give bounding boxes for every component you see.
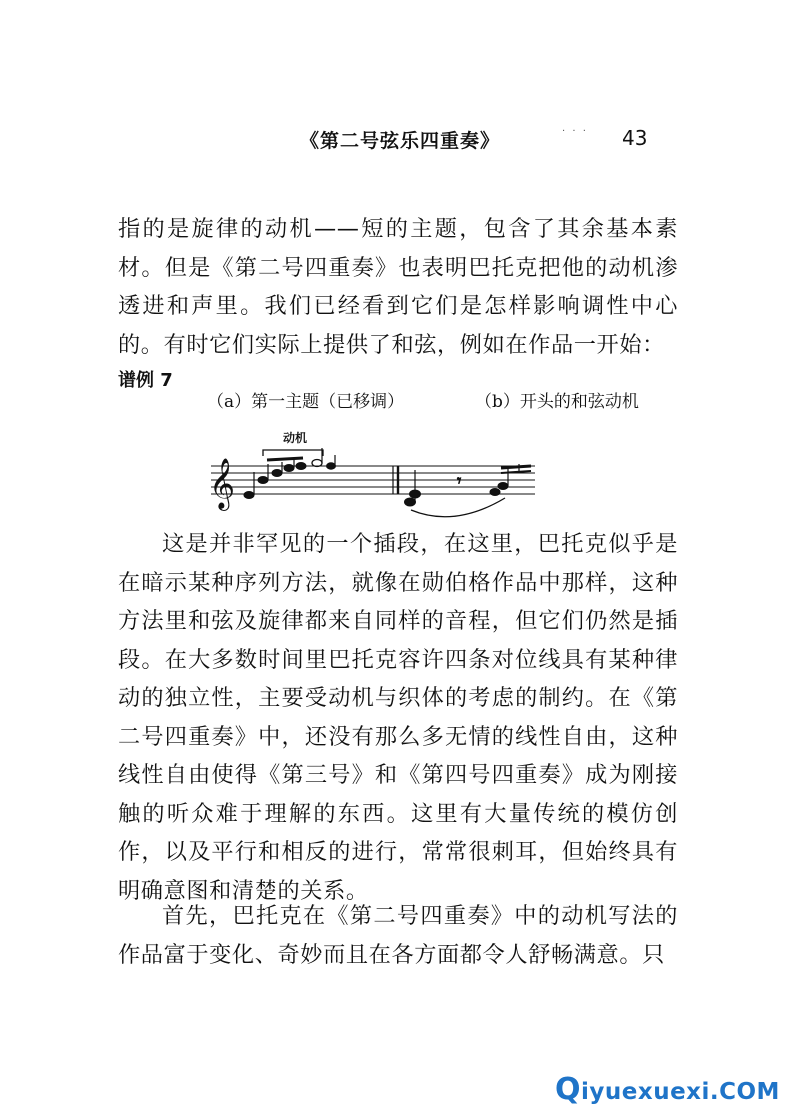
paragraph-3: 首先，巴托克在《第二号四重奏》中的动机写法的作品富于变化、奇妙而且在各方面都令人舒畅满意。只 bbox=[118, 903, 678, 968]
svg-text:𝄾: 𝄾 bbox=[457, 471, 462, 490]
motif-label: 动机 bbox=[283, 431, 308, 445]
slur bbox=[411, 498, 505, 517]
site-watermark bbox=[555, 1072, 780, 1107]
chord-motif-notes bbox=[405, 464, 532, 506]
treble-clef-icon: 𝄞 bbox=[209, 458, 236, 509]
example-caption-a: （a）第一主题（已移调） bbox=[207, 392, 405, 412]
header-ornament: · · · bbox=[562, 126, 588, 137]
page-number: 43 bbox=[622, 126, 648, 150]
watermark-text: iyuexuexi.COM bbox=[581, 1079, 780, 1105]
music-score bbox=[205, 428, 545, 528]
example-label: 谱例 7 bbox=[118, 370, 173, 391]
motif-bracket bbox=[263, 450, 323, 456]
paragraph-1: 指的是旋律的动机——短的主题，包含了其余基本素材。但是《第二号四重奏》也表明巴托克把他的动机渗透进和声里。我们已经看到它们是怎样影响调性中心的。有时它们实际上提供了和弦，例如在作品一开始： bbox=[118, 216, 678, 358]
example-caption-b: （b）开头的和弦动机 bbox=[475, 392, 639, 412]
watermark-q: Q bbox=[555, 1072, 582, 1107]
paragraph-2: 这是并非罕见的一个插段，在这里，巴托克似乎是在暗示某种序列方法，就像在勋伯格作品中那样，这种方法里和弦及旋律都来自同样的音程，但它们仍然是插段。在大多数时间里巴托克容许四条对位线具有某种律动的独立性，主要受动机与织体的考虑的制约。在《第二号四重奏》中，还没有那么多无情的线性自由，这种线性自由使得《第三号》和《第四号四重奏》成为刚接触的听众难于理解的东西。这里有大量传统的模仿创作，以及平行和相反的进行，常常很刺耳，但始终具有明确意图和清楚的关系。 bbox=[118, 531, 678, 904]
chapter-title: 《第二号弦乐四重奏》 bbox=[300, 130, 501, 152]
running-head bbox=[300, 126, 660, 156]
